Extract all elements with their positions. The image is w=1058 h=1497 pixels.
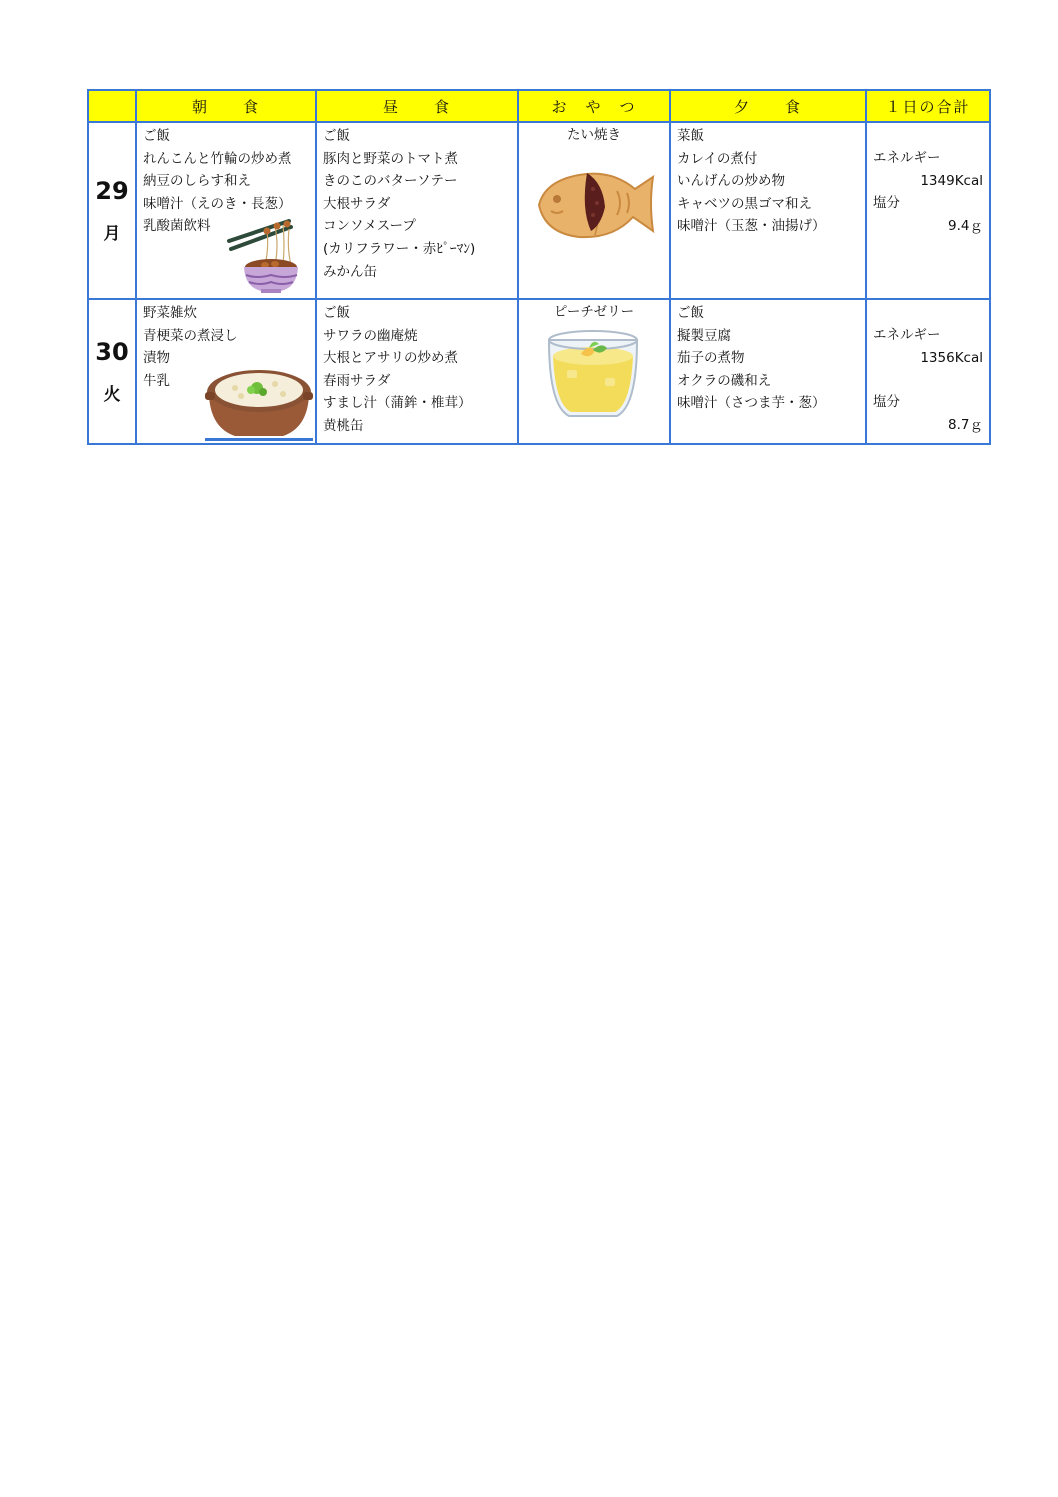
dinner-cell bbox=[670, 122, 866, 299]
menu-item: コンソメスープ bbox=[323, 218, 416, 235]
energy-value: 1349Kcal bbox=[920, 172, 983, 189]
menu-item: 春雨サラダ bbox=[323, 372, 391, 389]
breakfast-cell bbox=[136, 299, 316, 444]
menu-item: ご飯 bbox=[677, 305, 704, 321]
menu-item: 黄桃缶 bbox=[323, 417, 364, 434]
menu-item: 牛乳 bbox=[143, 372, 170, 389]
menu-item: ご飯 bbox=[143, 128, 170, 144]
header-total: １日の合計 bbox=[866, 90, 990, 122]
header-dinner: 夕 食 bbox=[670, 90, 866, 122]
snack-name: ピーチゼリー bbox=[553, 304, 635, 320]
dinner-list bbox=[671, 300, 865, 415]
menu-item: 大根とアサリの炒め煮 bbox=[323, 350, 458, 367]
energy-label: エネルギー bbox=[873, 327, 941, 343]
menu-item: カレイの煮付 bbox=[677, 150, 758, 167]
snack-name: たい焼き bbox=[567, 127, 621, 143]
menu-table bbox=[87, 89, 991, 445]
lunch-list bbox=[317, 300, 517, 438]
menu-item: 擬製豆腐 bbox=[677, 327, 731, 344]
peach-jelly-illustration-icon bbox=[545, 326, 641, 422]
menu-item: 野菜雑炊 bbox=[143, 305, 197, 321]
total-cell bbox=[866, 299, 990, 444]
energy-label: エネルギー bbox=[873, 150, 941, 166]
day-row-29 bbox=[88, 122, 990, 299]
zosui-pot-illustration-icon bbox=[205, 362, 313, 442]
dinner-cell bbox=[670, 299, 866, 444]
menu-item: すまし汁（蒲鉾・椎茸） bbox=[323, 395, 472, 412]
menu-item: きのこのバターソテー bbox=[323, 173, 458, 190]
menu-item: 漬物 bbox=[143, 350, 170, 367]
header-snack: お や つ bbox=[518, 90, 670, 122]
menu-item: 茄子の煮物 bbox=[677, 350, 745, 367]
menu-item: (カリフラワー・赤ﾋﾟｰﾏﾝ) bbox=[323, 240, 476, 257]
menu-item: みかん缶 bbox=[323, 263, 377, 280]
breakfast-cell bbox=[136, 122, 316, 299]
lunch-list bbox=[317, 123, 517, 283]
total-cell bbox=[866, 122, 990, 299]
menu-item: 乳酸菌飲料 bbox=[143, 218, 211, 235]
snack-cell bbox=[518, 299, 670, 444]
snack-cell bbox=[518, 122, 670, 299]
menu-item: 味噌汁（えのき・長葱） bbox=[143, 195, 292, 212]
menu-item: 大根サラダ bbox=[323, 195, 391, 212]
menu-item: れんこんと竹輪の炒め煮 bbox=[143, 150, 292, 167]
date-number: 30 bbox=[95, 338, 129, 366]
header-breakfast: 朝 食 bbox=[136, 90, 316, 122]
menu-item: 納豆のしらす和え bbox=[143, 173, 251, 190]
salt-value: 8.7ｇ bbox=[948, 416, 983, 433]
header-lunch: 昼 食 bbox=[316, 90, 518, 122]
natto-bowl-illustration-icon bbox=[227, 209, 313, 293]
menu-item: キャベツの黒ゴマ和え bbox=[677, 195, 812, 212]
lunch-cell bbox=[316, 122, 518, 299]
salt-value: 9.4ｇ bbox=[948, 217, 983, 234]
menu-item: ご飯 bbox=[323, 305, 350, 321]
dinner-list bbox=[671, 123, 865, 238]
menu-item: 味噌汁（玉葱・油揚げ） bbox=[677, 218, 826, 235]
taiyaki-illustration-icon bbox=[531, 159, 657, 243]
menu-item: オクラの磯和え bbox=[677, 372, 772, 389]
date-cell bbox=[88, 122, 136, 299]
weekday: 火 bbox=[103, 385, 121, 405]
header-row bbox=[88, 90, 990, 122]
header-day bbox=[88, 90, 136, 122]
salt-label: 塩分 bbox=[873, 195, 900, 212]
menu-item: 青梗菜の煮浸し bbox=[143, 327, 238, 344]
menu-item: サワラの幽庵焼 bbox=[323, 327, 418, 344]
salt-label: 塩分 bbox=[873, 394, 900, 411]
lunch-cell bbox=[316, 299, 518, 444]
menu-item: 豚肉と野菜のトマト煮 bbox=[323, 150, 458, 167]
menu-item: いんげんの炒め物 bbox=[677, 173, 785, 190]
menu-item: 味噌汁（さつま芋・葱） bbox=[677, 395, 826, 412]
date-number: 29 bbox=[95, 177, 129, 205]
energy-value: 1356Kcal bbox=[920, 349, 983, 366]
menu-item: 菜飯 bbox=[677, 128, 704, 144]
date-cell bbox=[88, 299, 136, 444]
menu-item: ご飯 bbox=[323, 128, 350, 144]
weekday: 月 bbox=[103, 224, 121, 244]
day-row-30 bbox=[88, 299, 990, 444]
